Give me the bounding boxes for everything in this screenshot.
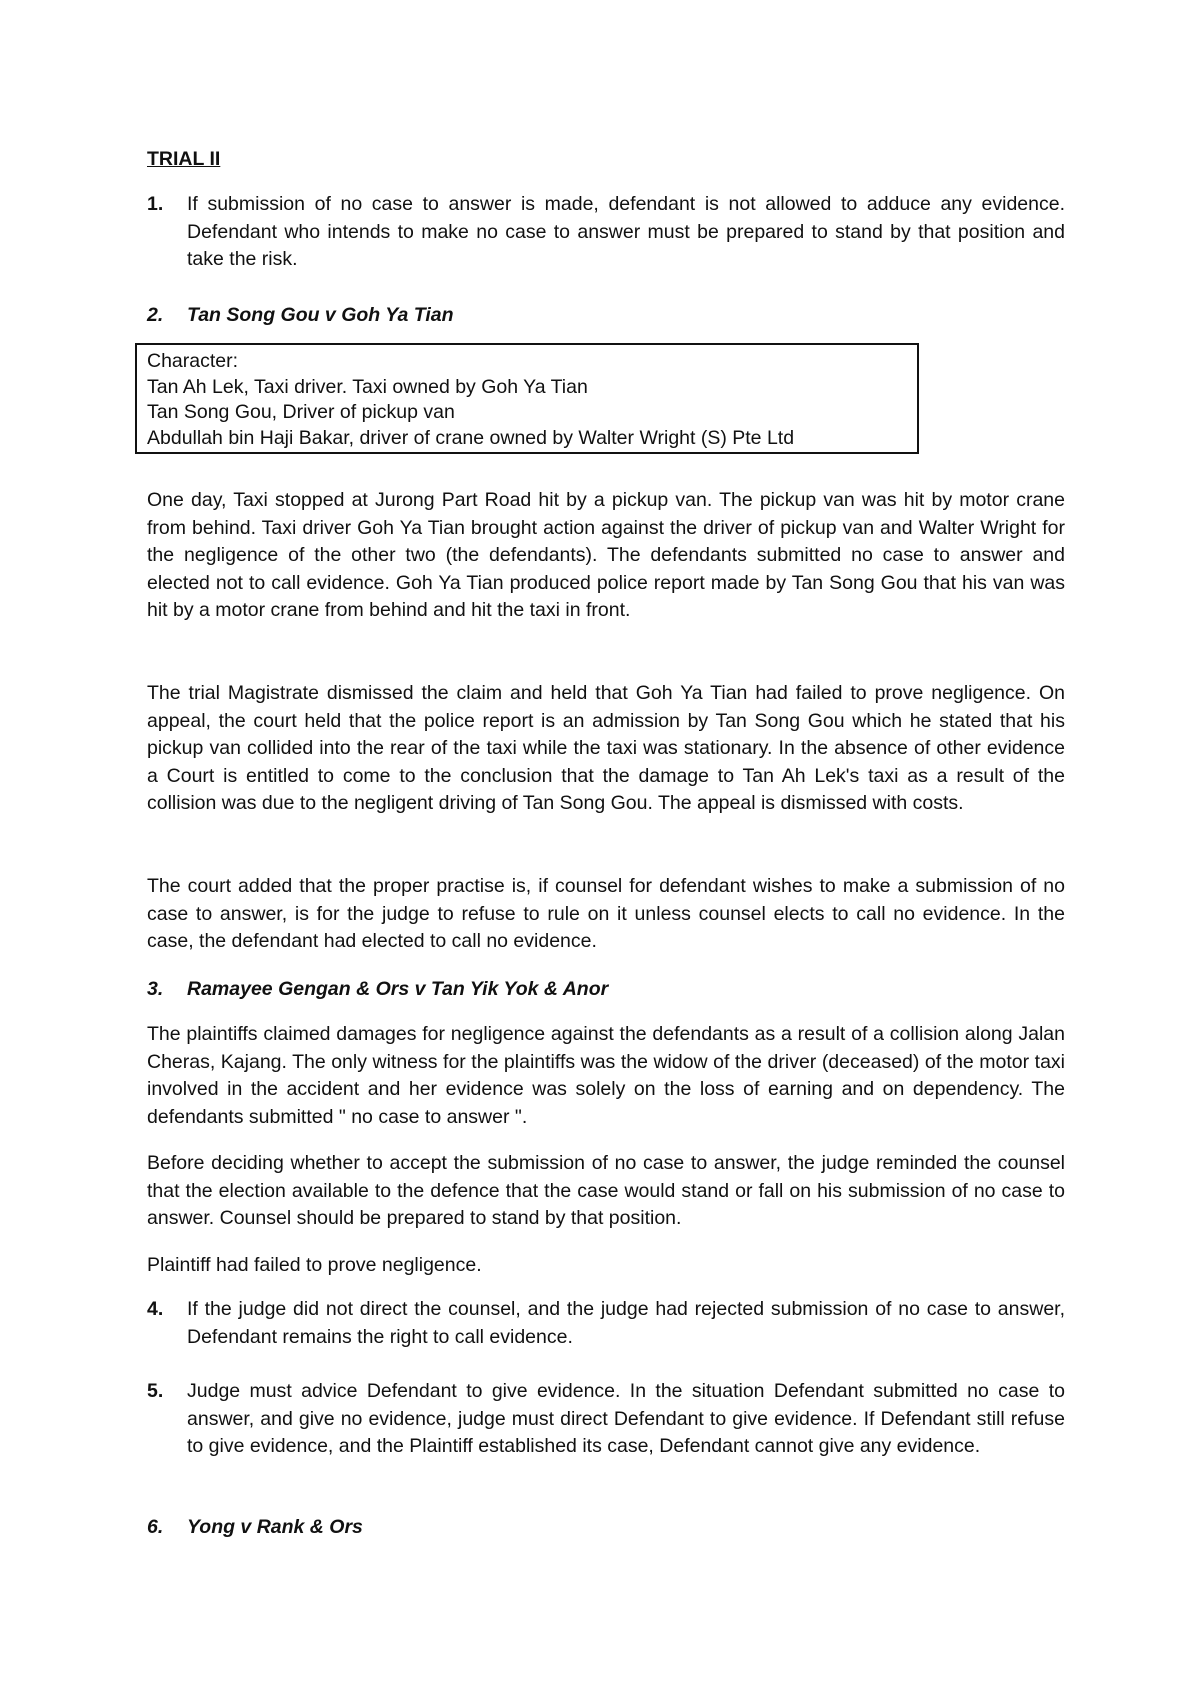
page-title: TRIAL II [147, 148, 221, 170]
case-title: Ramayee Gengan & Ors v Tan Yik Yok & Anor [187, 978, 609, 1000]
case-number: 6. [147, 1516, 164, 1538]
paragraph-conclusion: Plaintiff had failed to prove negligence. [147, 1254, 482, 1276]
case-title: Tan Song Gou v Goh Ya Tian [187, 304, 454, 326]
paragraph-practice: The court added that the proper practise is, if counsel for defendant wishes to make a submission of no case to answer, is for the judge to refuse to rule on it unless counsel elects to call no evidence. In the case, the defendant had elected to call no evidence. [147, 875, 1065, 952]
item-text: Judge must advice Defendant to give evidence. In the situation Defendant submitted no case to answer, and give no evidence, judge must direct Defendant to give evidence. If Defendant still refuse to give evidence, and the Plaintiff established its case, Defendant cannot give any evidence. [187, 1380, 1065, 1457]
case-number: 2. [147, 304, 164, 326]
paragraph-judge-reminder: Before deciding whether to accept the submission of no case to answer, the judge reminded the counsel that the election available to the defence that the case would stand or fall on his submission of no case to answer. Counsel should be prepared to stand by that position. [147, 1152, 1065, 1229]
case-heading-ramayee-gengan [147, 976, 608, 1004]
case-title: Yong v Rank & Ors [187, 1516, 363, 1538]
item-number: 1. [147, 193, 164, 215]
case-number: 3. [147, 978, 164, 1000]
paragraph-plaintiffs-claim: The plaintiffs claimed damages for negligence against the defendants as a result of a collision along Jalan Cheras, Kajang. The only witness for the plaintiffs was the widow of the driver (deceased) of the motor taxi involved in the accident and her evidence was solely on the loss of earning and on dependency. The defendants submitted " no case to answer ". [147, 1023, 1065, 1128]
character-line: Tan Ah Lek, Taxi driver. Taxi owned by Goh Ya Tian [147, 375, 588, 398]
item-text: If submission of no case to answer is made, defendant is not allowed to adduce any evidence. Defendant who intends to make no case to answer must be prepared to stand by that position and take the risk. [187, 193, 1065, 270]
character-box-heading: Character: [147, 350, 239, 372]
numbered-item-4 [147, 1296, 1065, 1351]
numbered-item-1 [147, 191, 1065, 274]
item-number: 4. [147, 1298, 164, 1320]
item-text: If the judge did not direct the counsel, and the judge had rejected submission of no case to answer, Defendant remains the right to call evidence. [187, 1298, 1065, 1348]
case-heading-tan-song-gou [147, 302, 454, 330]
paragraph-facts: One day, Taxi stopped at Jurong Part Road hit by a pickup van. The pickup van was hit by motor crane from behind. Taxi driver Goh Ya Tian brought action against the driver of pickup van and Walter Wright for the negligence of the other two (the defendants). The defendants submitted no case to answer and elected not to call evidence. Goh Ya Tian produced police report made by Tan Song Gou that his van was hit by a motor crane from behind and hit the taxi in front. [147, 489, 1065, 621]
numbered-item-5 [147, 1378, 1065, 1461]
character-line: Tan Song Gou, Driver of pickup van [147, 401, 455, 423]
character-box [135, 343, 919, 454]
paragraph-holding: The trial Magistrate dismissed the claim and held that Goh Ya Tian had failed to prove negligence. On appeal, the court held that the police report is an admission by Tan Song Gou which he stated that his pickup van collided into the rear of the taxi while the taxi was stationary. In the absence of other evidence a Court is entitled to come to the conclusion that the damage to Tan Ah Lek's taxi as a result of the collision was due to the negligent driving of Tan Song Gou. The appeal is dismissed with costs. [147, 682, 1065, 814]
character-line: Abdullah bin Haji Bakar, driver of crane owned by Walter Wright (S) Pte Ltd [147, 426, 795, 449]
case-heading-yong-v-rank [147, 1514, 363, 1542]
item-number: 5. [147, 1380, 164, 1402]
